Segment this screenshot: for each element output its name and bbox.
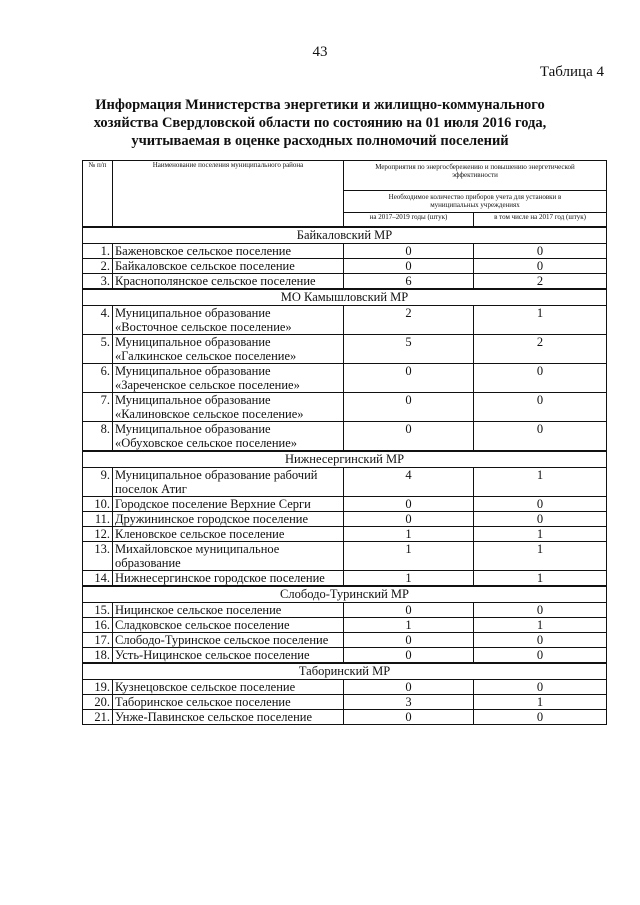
table-label: Таблица 4 [539, 64, 604, 80]
table-header [83, 161, 607, 227]
settlement-name-line: Усть-Ницинское сельское поселение [115, 647, 310, 662]
value-2017: 1 [474, 305, 607, 334]
table-row [83, 617, 607, 632]
settlement-name-line: образование [115, 555, 181, 570]
value-2017: 0 [474, 421, 607, 451]
value-2017: 0 [474, 647, 607, 663]
settlement-name [113, 334, 344, 363]
value-2017: 1 [474, 694, 607, 709]
value-2017-2019: 0 [344, 679, 474, 694]
settlement-name [113, 694, 344, 709]
value-2017-2019: 0 [344, 511, 474, 526]
row-number: 14. [83, 570, 113, 586]
settlement-name-line: «Калиновское сельское поселение» [115, 406, 304, 421]
settlement-name-line: Михайловское муниципальное [115, 541, 280, 556]
row-number: 9. [83, 467, 113, 496]
title-line: Информация Министерства энергетики и жилищно-коммунального [95, 97, 545, 113]
settlement-name [113, 421, 344, 451]
value-2017: 0 [474, 363, 607, 392]
table-row [83, 243, 607, 258]
header-measures: Мероприятия по энергосбережению и повышению энергетической эффективности [344, 161, 607, 191]
settlement-name [113, 570, 344, 586]
table-body [83, 227, 607, 725]
row-number: 6. [83, 363, 113, 392]
row-number: 15. [83, 602, 113, 617]
value-2017-2019: 1 [344, 541, 474, 570]
table-row [83, 258, 607, 273]
header-2017-2019: на 2017–2019 годы (штук) [344, 213, 474, 227]
settlement-name-line: «Восточное сельское поселение» [115, 319, 292, 334]
table-row [83, 709, 607, 724]
table-row [83, 632, 607, 647]
settlement-name [113, 363, 344, 392]
settlement-name-line: поселок Атиг [115, 481, 187, 496]
document-title [60, 96, 580, 150]
value-2017: 1 [474, 570, 607, 586]
table-row [83, 392, 607, 421]
value-2017-2019: 0 [344, 647, 474, 663]
group-name: Слободо-Туринский МР [83, 586, 607, 603]
row-number: 11. [83, 511, 113, 526]
settlement-name-line: Унже-Павинское сельское поселение [115, 709, 313, 724]
settlement-name [113, 467, 344, 496]
settlement-name [113, 243, 344, 258]
settlement-name [113, 305, 344, 334]
value-2017: 0 [474, 258, 607, 273]
settlement-name-line: Слободо-Туринское сельское поселение [115, 632, 329, 647]
settlement-name [113, 679, 344, 694]
table-row [83, 602, 607, 617]
value-2017: 0 [474, 243, 607, 258]
page-number: 43 [312, 44, 328, 60]
settlement-name-line: Таборинское сельское поселение [115, 694, 291, 709]
settlement-name [113, 541, 344, 570]
title-line: хозяйства Свердловской области по состоянию на 01 июля 2016 года, [93, 115, 547, 131]
group-name: Таборинский МР [83, 663, 607, 680]
settlement-name-line: Муниципальное образование [115, 363, 271, 378]
row-number: 1. [83, 243, 113, 258]
table-row [83, 273, 607, 289]
settlement-name-line: Муниципальное образование [115, 334, 271, 349]
value-2017-2019: 0 [344, 709, 474, 724]
value-2017-2019: 0 [344, 496, 474, 511]
settlement-name [113, 647, 344, 663]
value-2017: 0 [474, 602, 607, 617]
group-row [83, 663, 607, 680]
settlement-name-line: «Обуховское сельское поселение» [115, 435, 298, 450]
row-number: 13. [83, 541, 113, 570]
table-row [83, 511, 607, 526]
header-number: № п/п [83, 161, 113, 227]
table-row [83, 496, 607, 511]
settlement-name-line: «Зареченское сельское поселение» [115, 377, 300, 392]
settlement-name-line: Кузнецовское сельское поселение [115, 679, 296, 694]
value-2017: 0 [474, 679, 607, 694]
table-row [83, 541, 607, 570]
table-row [83, 467, 607, 496]
table-row [83, 363, 607, 392]
row-number: 12. [83, 526, 113, 541]
title-line: учитываемая в оценке расходных полномочий поселений [131, 133, 509, 149]
row-number: 2. [83, 258, 113, 273]
settlement-name-line: Дружининское городское поселение [115, 511, 308, 526]
settlement-name-line: Нижнесергинское городское поселение [115, 570, 325, 585]
table-row [83, 526, 607, 541]
header-required: Необходимое количество приборов учета для установки в муниципальных учреждениях [344, 191, 607, 213]
value-2017-2019: 0 [344, 602, 474, 617]
settlement-name-line: Муниципальное образование [115, 305, 271, 320]
row-number: 3. [83, 273, 113, 289]
settlement-name [113, 709, 344, 724]
row-number: 19. [83, 679, 113, 694]
value-2017-2019: 0 [344, 632, 474, 647]
value-2017: 0 [474, 632, 607, 647]
settlement-name [113, 526, 344, 541]
value-2017: 1 [474, 526, 607, 541]
value-2017-2019: 0 [344, 392, 474, 421]
value-2017: 0 [474, 709, 607, 724]
value-2017-2019: 1 [344, 526, 474, 541]
row-number: 20. [83, 694, 113, 709]
value-2017-2019: 0 [344, 421, 474, 451]
settlement-name [113, 511, 344, 526]
table-row [83, 694, 607, 709]
settlement-name [113, 273, 344, 289]
settlement-name-line: Баженовское сельское поселение [115, 243, 292, 258]
value-2017-2019: 1 [344, 570, 474, 586]
settlement-name-line: Муниципальное образование [115, 421, 271, 436]
settlement-name [113, 602, 344, 617]
settlement-name-line: «Галкинское сельское поселение» [115, 348, 297, 363]
value-2017-2019: 5 [344, 334, 474, 363]
group-name: Байкаловский МР [83, 227, 607, 244]
group-name: Нижнесергинский МР [83, 451, 607, 468]
settlement-name [113, 632, 344, 647]
value-2017: 1 [474, 467, 607, 496]
row-number: 10. [83, 496, 113, 511]
settlement-name [113, 258, 344, 273]
value-2017-2019: 1 [344, 617, 474, 632]
table-row [83, 679, 607, 694]
settlement-name-line: Городское поселение Верхние Серги [115, 496, 311, 511]
value-2017: 1 [474, 541, 607, 570]
table-row [83, 305, 607, 334]
value-2017-2019: 6 [344, 273, 474, 289]
table-row [83, 570, 607, 586]
value-2017-2019: 0 [344, 363, 474, 392]
table-row [83, 421, 607, 451]
settlement-name-line: Краснополянское сельское поселение [115, 273, 316, 288]
row-number: 17. [83, 632, 113, 647]
group-row [83, 289, 607, 306]
settlement-name-line: Ницинское сельское поселение [115, 602, 282, 617]
settlement-name [113, 496, 344, 511]
group-row [83, 586, 607, 603]
row-number: 7. [83, 392, 113, 421]
settlement-name [113, 392, 344, 421]
value-2017: 0 [474, 511, 607, 526]
value-2017-2019: 4 [344, 467, 474, 496]
table-row [83, 334, 607, 363]
row-number: 21. [83, 709, 113, 724]
value-2017-2019: 2 [344, 305, 474, 334]
group-name: МО Камышловский МР [83, 289, 607, 306]
value-2017: 1 [474, 617, 607, 632]
header-2017: в том числе на 2017 год (штук) [474, 213, 607, 227]
row-number: 18. [83, 647, 113, 663]
value-2017: 0 [474, 496, 607, 511]
value-2017: 2 [474, 334, 607, 363]
value-2017-2019: 3 [344, 694, 474, 709]
value-2017-2019: 0 [344, 258, 474, 273]
header-name: Наименование поселения муниципального района [113, 161, 344, 227]
value-2017: 2 [474, 273, 607, 289]
settlement-name-line: Байкаловское сельское поселение [115, 258, 295, 273]
settlement-name-line: Муниципальное образование [115, 392, 271, 407]
value-2017: 0 [474, 392, 607, 421]
row-number: 16. [83, 617, 113, 632]
data-table [82, 160, 607, 725]
row-number: 8. [83, 421, 113, 451]
table-row [83, 647, 607, 663]
settlement-name-line: Муниципальное образование рабочий [115, 467, 318, 482]
row-number: 4. [83, 305, 113, 334]
row-number: 5. [83, 334, 113, 363]
group-row [83, 227, 607, 244]
value-2017-2019: 0 [344, 243, 474, 258]
settlement-name-line: Сладковское сельское поселение [115, 617, 290, 632]
settlement-name-line: Кленовское сельское поселение [115, 526, 285, 541]
group-row [83, 451, 607, 468]
settlement-name [113, 617, 344, 632]
